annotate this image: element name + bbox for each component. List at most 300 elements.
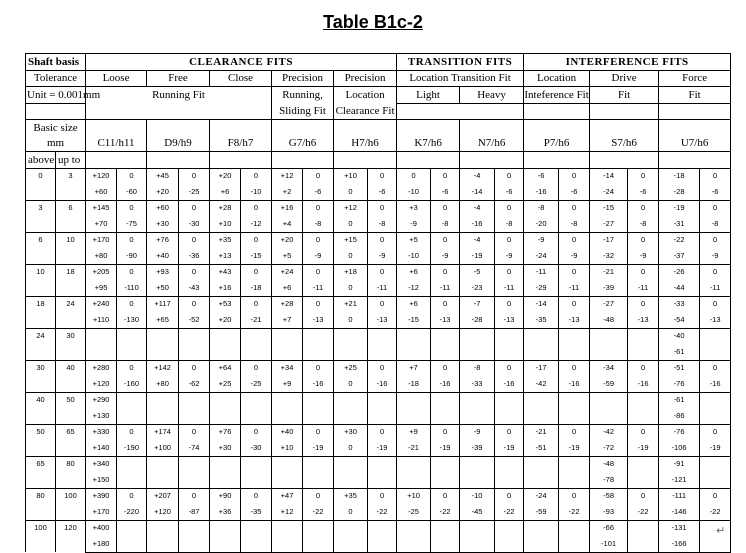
hole-deviation-cell: -15 [397, 312, 431, 328]
shaft-deviation-cell: -6 [303, 184, 334, 200]
shaft-deviation-cell: -13 [368, 312, 397, 328]
hole-deviation-cell: 0 [334, 376, 368, 392]
hole-deviation-cell: +6 [272, 280, 303, 296]
shaft-deviation-cell [241, 344, 272, 360]
shaft-deviation-cell: 0 [431, 488, 460, 504]
shaft-deviation-cell: 0 [559, 360, 590, 376]
hole-deviation-cell: -6 [524, 168, 559, 184]
shaft-deviation-cell: -87 [179, 504, 210, 520]
shaft-deviation-cell [495, 328, 524, 344]
shaft-deviation-cell [495, 456, 524, 472]
hole-deviation-cell [460, 536, 495, 552]
shaft-deviation-cell: -9 [368, 248, 397, 264]
shaft-deviation-cell [241, 408, 272, 424]
fit-code-c11: C11/h11 [86, 136, 147, 152]
hole-deviation-cell [460, 392, 495, 408]
shaft-deviation-cell [117, 456, 147, 472]
shaft-deviation-cell: -9 [495, 248, 524, 264]
shaft-deviation-cell [700, 536, 731, 552]
shaft-deviation-cell [495, 472, 524, 488]
hole-deviation-cell: -39 [460, 440, 495, 456]
shaft-deviation-cell [628, 392, 659, 408]
hole-deviation-cell: -23 [460, 280, 495, 296]
size-up-to-cell: 40 [56, 360, 86, 392]
shaft-deviation-cell [700, 344, 731, 360]
table-row [26, 408, 731, 424]
shaft-deviation-cell: 0 [179, 488, 210, 504]
size-above-cell: 65 [26, 456, 56, 488]
shaft-deviation-cell: -10 [241, 184, 272, 200]
shaft-deviation-cell: 0 [495, 424, 524, 440]
table-row [26, 200, 731, 216]
hole-deviation-cell: -51 [659, 360, 700, 376]
shaft-deviation-cell: 0 [700, 488, 731, 504]
hole-deviation-cell [86, 328, 117, 344]
hole-deviation-cell: -9 [397, 216, 431, 232]
size-up-to-cell: 3 [56, 168, 86, 200]
blank-cell [272, 152, 334, 169]
shaft-deviation-cell: 0 [241, 424, 272, 440]
shaft-deviation-cell [628, 536, 659, 552]
hole-deviation-cell: -54 [659, 312, 700, 328]
table-row [26, 328, 731, 344]
hole-deviation-cell [147, 344, 179, 360]
blank-cell [397, 103, 524, 120]
shaft-deviation-cell [628, 472, 659, 488]
shaft-deviation-cell [559, 392, 590, 408]
hole-deviation-cell: -27 [590, 296, 628, 312]
hole-deviation-cell: +140 [86, 440, 117, 456]
shaft-deviation-cell: 0 [303, 424, 334, 440]
shaft-deviation-cell: -6 [431, 184, 460, 200]
shaft-deviation-cell: -21 [241, 312, 272, 328]
hole-deviation-cell: +34 [272, 360, 303, 376]
shaft-deviation-cell: -90 [117, 248, 147, 264]
tolerance-header: Tolerance [26, 70, 86, 87]
hole-deviation-cell: +7 [397, 360, 431, 376]
hole-deviation-cell: +150 [86, 472, 117, 488]
blank-cell [590, 120, 659, 136]
shaft-deviation-cell: -22 [303, 504, 334, 520]
size-above-cell: 100 [26, 520, 56, 552]
blank-cell [460, 120, 524, 136]
shaft-deviation-cell: 0 [117, 168, 147, 184]
clearance-fits-header: CLEARANCE FITS [86, 54, 397, 71]
hole-deviation-cell: +9 [272, 376, 303, 392]
shaft-deviation-cell: -16 [628, 376, 659, 392]
shaft-deviation-cell [431, 408, 460, 424]
hole-deviation-cell: +95 [86, 280, 117, 296]
table-row [26, 312, 731, 328]
shaft-deviation-cell [559, 328, 590, 344]
hole-deviation-cell: +20 [147, 184, 179, 200]
size-above-cell: 80 [26, 488, 56, 520]
shaft-deviation-cell: -190 [117, 440, 147, 456]
shaft-deviation-cell: -6 [700, 184, 731, 200]
shaft-deviation-cell: -13 [628, 312, 659, 328]
hole-deviation-cell [397, 520, 431, 536]
hole-deviation-cell: +4 [272, 216, 303, 232]
hole-deviation-cell [334, 408, 368, 424]
shaft-deviation-cell: 0 [431, 264, 460, 280]
hole-deviation-cell: -44 [659, 280, 700, 296]
shaft-deviation-cell: -11 [700, 280, 731, 296]
shaft-deviation-cell [431, 472, 460, 488]
table-row [26, 504, 731, 520]
hole-deviation-cell: +30 [147, 216, 179, 232]
shaft-deviation-cell: -60 [117, 184, 147, 200]
hole-deviation-cell: -42 [590, 424, 628, 440]
clearance-fit-header: Clearance Fit [334, 103, 397, 120]
shaft-deviation-cell: 0 [559, 168, 590, 184]
hole-deviation-cell [334, 472, 368, 488]
table-row [26, 488, 731, 504]
shaft-deviation-cell: 0 [628, 200, 659, 216]
hole-deviation-cell [460, 472, 495, 488]
hole-deviation-cell: +400 [86, 520, 117, 536]
hole-deviation-cell [210, 344, 241, 360]
shaft-deviation-cell: -19 [700, 440, 731, 456]
hole-deviation-cell: +12 [334, 200, 368, 216]
hole-deviation-cell: -34 [590, 360, 628, 376]
shaft-deviation-cell: 0 [431, 360, 460, 376]
hole-deviation-cell: -32 [590, 248, 628, 264]
fit-code-p7: P7/h6 [524, 136, 590, 152]
hole-deviation-cell: +20 [210, 312, 241, 328]
shaft-deviation-cell: 0 [303, 264, 334, 280]
hole-deviation-cell: +280 [86, 360, 117, 376]
shaft-deviation-cell: 0 [303, 232, 334, 248]
hole-deviation-cell [210, 456, 241, 472]
hole-deviation-cell: -33 [460, 376, 495, 392]
hole-deviation-cell [147, 328, 179, 344]
hole-deviation-cell [460, 408, 495, 424]
shaft-deviation-cell [495, 408, 524, 424]
shaft-deviation-cell [559, 456, 590, 472]
size-above-cell: 50 [26, 424, 56, 456]
hole-deviation-cell: +12 [272, 168, 303, 184]
shaft-deviation-cell: -30 [179, 216, 210, 232]
shaft-deviation-cell: -130 [117, 312, 147, 328]
shaft-deviation-cell: -9 [303, 248, 334, 264]
shaft-deviation-cell: 0 [559, 488, 590, 504]
hole-deviation-cell [590, 328, 628, 344]
hole-deviation-cell: +170 [86, 232, 117, 248]
shaft-deviation-cell: -25 [241, 376, 272, 392]
shaft-deviation-cell: 0 [241, 232, 272, 248]
table-row [26, 472, 731, 488]
shaft-deviation-cell [368, 472, 397, 488]
shaft-deviation-cell: -8 [495, 216, 524, 232]
transition-fits-header: TRANSITION FITS [397, 54, 524, 71]
fit-code-s7: S7/h6 [590, 136, 659, 152]
hole-deviation-cell [524, 456, 559, 472]
blank-cell [460, 152, 524, 169]
hole-deviation-cell: -27 [590, 216, 628, 232]
shaft-deviation-cell [117, 392, 147, 408]
shaft-deviation-cell: 0 [431, 200, 460, 216]
fit-code-n7: N7/h6 [460, 136, 524, 152]
drive-fit-header: Fit [590, 87, 659, 104]
shaft-deviation-cell: -16 [431, 376, 460, 392]
shaft-deviation-cell: 0 [179, 232, 210, 248]
hole-deviation-cell: -48 [590, 456, 628, 472]
hole-deviation-cell [524, 408, 559, 424]
hole-deviation-cell [524, 536, 559, 552]
hole-deviation-cell: +20 [210, 168, 241, 184]
shaft-deviation-cell [303, 520, 334, 536]
size-above-cell: 10 [26, 264, 56, 296]
shaft-deviation-cell [368, 408, 397, 424]
shaft-deviation-cell: -75 [117, 216, 147, 232]
hole-deviation-cell: +16 [272, 200, 303, 216]
hole-deviation-cell: +18 [334, 264, 368, 280]
size-above-cell: 30 [26, 360, 56, 392]
hole-deviation-cell: -131 [659, 520, 700, 536]
hole-deviation-cell: -18 [397, 376, 431, 392]
hole-deviation-cell: +30 [334, 424, 368, 440]
shaft-deviation-cell: -16 [559, 376, 590, 392]
shaft-deviation-cell [368, 344, 397, 360]
page-title: Table B1c-2 [323, 12, 423, 32]
hole-deviation-cell: -8 [524, 200, 559, 216]
hole-deviation-cell [272, 472, 303, 488]
shaft-deviation-cell [303, 472, 334, 488]
hole-deviation-cell: +117 [147, 296, 179, 312]
shaft-deviation-cell: 0 [368, 424, 397, 440]
hole-deviation-cell: -61 [659, 344, 700, 360]
shaft-deviation-cell: -11 [559, 280, 590, 296]
hole-deviation-cell [147, 472, 179, 488]
hole-deviation-cell: +5 [397, 232, 431, 248]
size-up-to-cell: 50 [56, 392, 86, 424]
unit-label: Unit = 0.001mm [26, 87, 86, 104]
force-header: Force [659, 70, 731, 87]
shaft-deviation-cell: 0 [495, 360, 524, 376]
hole-deviation-cell: +30 [210, 440, 241, 456]
shaft-deviation-cell: -110 [117, 280, 147, 296]
shaft-deviation-cell [241, 392, 272, 408]
hole-deviation-cell [590, 392, 628, 408]
hole-deviation-cell: +142 [147, 360, 179, 376]
table-row [26, 232, 731, 248]
hole-deviation-cell: +16 [210, 280, 241, 296]
hole-deviation-cell [272, 328, 303, 344]
size-up-to-cell: 6 [56, 200, 86, 232]
hole-deviation-cell: +47 [272, 488, 303, 504]
shaft-deviation-cell: 0 [117, 360, 147, 376]
hole-deviation-cell: 0 [334, 184, 368, 200]
shaft-deviation-cell [431, 536, 460, 552]
hole-deviation-cell: 0 [397, 168, 431, 184]
size-up-to-cell: 10 [56, 232, 86, 264]
hole-deviation-cell [524, 392, 559, 408]
table-row [26, 264, 731, 280]
hole-deviation-cell: +50 [147, 280, 179, 296]
hole-deviation-cell [210, 520, 241, 536]
hole-deviation-cell: -45 [460, 504, 495, 520]
mm-header: mm [26, 136, 86, 152]
hole-deviation-cell: -166 [659, 536, 700, 552]
blank-cell [86, 152, 147, 169]
hole-deviation-cell [210, 328, 241, 344]
hole-deviation-cell: +9 [397, 424, 431, 440]
shaft-deviation-cell [117, 520, 147, 536]
hole-deviation-cell [334, 344, 368, 360]
shaft-deviation-cell: 0 [117, 232, 147, 248]
hole-deviation-cell [272, 408, 303, 424]
hole-deviation-cell: -19 [460, 248, 495, 264]
hole-deviation-cell: +60 [147, 200, 179, 216]
shaft-deviation-cell: -22 [495, 504, 524, 520]
shaft-deviation-cell: 0 [431, 424, 460, 440]
size-up-to-cell: 120 [56, 520, 86, 552]
blank-cell [147, 120, 210, 136]
shaft-deviation-cell: 0 [700, 200, 731, 216]
hole-deviation-cell: -58 [590, 488, 628, 504]
hole-deviation-cell: +93 [147, 264, 179, 280]
hole-deviation-cell: -76 [659, 376, 700, 392]
hole-deviation-cell [86, 344, 117, 360]
hole-deviation-cell [397, 472, 431, 488]
shaft-deviation-cell [179, 536, 210, 552]
hole-deviation-cell: -14 [590, 168, 628, 184]
shaft-deviation-cell: 0 [628, 296, 659, 312]
hole-deviation-cell: -9 [460, 424, 495, 440]
hole-deviation-cell: +10 [210, 216, 241, 232]
shaft-deviation-cell [700, 472, 731, 488]
shaft-deviation-cell: 0 [431, 296, 460, 312]
hole-deviation-cell: +240 [86, 296, 117, 312]
hole-deviation-cell: +7 [272, 312, 303, 328]
shaft-deviation-cell: -19 [368, 440, 397, 456]
hole-deviation-cell: +25 [334, 360, 368, 376]
shaft-deviation-cell: 0 [559, 264, 590, 280]
shaft-basis-header: Shaft basis [26, 54, 86, 71]
shaft-deviation-cell: 0 [559, 200, 590, 216]
hole-deviation-cell: +24 [272, 264, 303, 280]
hole-deviation-cell: +35 [334, 488, 368, 504]
hole-deviation-cell: +60 [86, 184, 117, 200]
shaft-deviation-cell [179, 328, 210, 344]
shaft-deviation-cell: -8 [628, 216, 659, 232]
loose-header: Loose [86, 70, 147, 87]
return-mark: ↵ [716, 524, 726, 537]
shaft-deviation-cell: -19 [559, 440, 590, 456]
close-header: Close [210, 70, 272, 87]
blank-cell [86, 103, 272, 120]
hole-deviation-cell: -11 [524, 264, 559, 280]
hole-deviation-cell: -28 [460, 312, 495, 328]
shaft-deviation-cell [431, 520, 460, 536]
hole-deviation-cell: +205 [86, 264, 117, 280]
shaft-deviation-cell [559, 344, 590, 360]
basic-size-header: Basic size [26, 120, 86, 136]
hole-deviation-cell: -24 [524, 488, 559, 504]
shaft-deviation-cell [117, 328, 147, 344]
shaft-deviation-cell: 0 [368, 200, 397, 216]
hole-deviation-cell: -35 [524, 312, 559, 328]
hole-deviation-cell: +170 [86, 504, 117, 520]
shaft-deviation-cell: 0 [241, 488, 272, 504]
hole-deviation-cell: +100 [147, 440, 179, 456]
hole-deviation-cell [590, 408, 628, 424]
shaft-deviation-cell: 0 [303, 200, 334, 216]
hole-deviation-cell: +15 [334, 232, 368, 248]
shaft-deviation-cell: -8 [431, 216, 460, 232]
table-row [26, 360, 731, 376]
shaft-deviation-cell [368, 392, 397, 408]
hole-deviation-cell [210, 472, 241, 488]
shaft-deviation-cell: -13 [431, 312, 460, 328]
hole-deviation-cell: -5 [460, 264, 495, 280]
up-to-header: up to [56, 152, 86, 169]
hole-deviation-cell [272, 536, 303, 552]
shaft-deviation-cell: 0 [628, 232, 659, 248]
hole-deviation-cell: -15 [590, 200, 628, 216]
shaft-deviation-cell: -19 [431, 440, 460, 456]
hole-deviation-cell [210, 408, 241, 424]
hole-deviation-cell: +2 [272, 184, 303, 200]
hole-deviation-cell [147, 392, 179, 408]
shaft-deviation-cell: 0 [368, 296, 397, 312]
shaft-deviation-cell: 0 [495, 200, 524, 216]
hole-deviation-cell [460, 328, 495, 344]
hole-deviation-cell [524, 520, 559, 536]
running-header: Running, [272, 87, 334, 104]
hole-deviation-cell: -76 [659, 424, 700, 440]
shaft-deviation-cell [628, 456, 659, 472]
blank-cell [334, 152, 397, 169]
heavy-header: Heavy [460, 87, 524, 104]
shaft-deviation-cell: 0 [559, 296, 590, 312]
shaft-deviation-cell: -13 [303, 312, 334, 328]
hole-deviation-cell: +10 [334, 168, 368, 184]
running-fit-header: Running Fit [86, 87, 272, 104]
shaft-deviation-cell: -25 [179, 184, 210, 200]
hole-deviation-cell [147, 536, 179, 552]
hole-deviation-cell: -17 [524, 360, 559, 376]
hole-deviation-cell: -29 [524, 280, 559, 296]
shaft-deviation-cell: 0 [700, 264, 731, 280]
size-above-cell: 3 [26, 200, 56, 232]
hole-deviation-cell: -101 [590, 536, 628, 552]
hole-deviation-cell: -16 [460, 216, 495, 232]
blank-cell [590, 152, 659, 169]
shaft-deviation-cell: -43 [179, 280, 210, 296]
hole-deviation-cell: +6 [210, 184, 241, 200]
table-row [26, 184, 731, 200]
shaft-deviation-cell [117, 344, 147, 360]
hole-deviation-cell: -51 [524, 440, 559, 456]
hole-deviation-cell [397, 392, 431, 408]
hole-deviation-cell: -121 [659, 472, 700, 488]
hole-deviation-cell [397, 536, 431, 552]
blank-cell [524, 103, 590, 120]
fit-code-g7: G7/h6 [272, 136, 334, 152]
hole-deviation-cell: +145 [86, 200, 117, 216]
hole-deviation-cell: +3 [397, 200, 431, 216]
shaft-deviation-cell: 0 [368, 488, 397, 504]
hole-deviation-cell [334, 456, 368, 472]
hole-deviation-cell: -93 [590, 504, 628, 520]
shaft-deviation-cell: 0 [179, 424, 210, 440]
hole-deviation-cell: +28 [210, 200, 241, 216]
hole-deviation-cell [272, 520, 303, 536]
blank-cell [334, 120, 397, 136]
shaft-deviation-cell [179, 456, 210, 472]
hole-deviation-cell: +40 [147, 248, 179, 264]
